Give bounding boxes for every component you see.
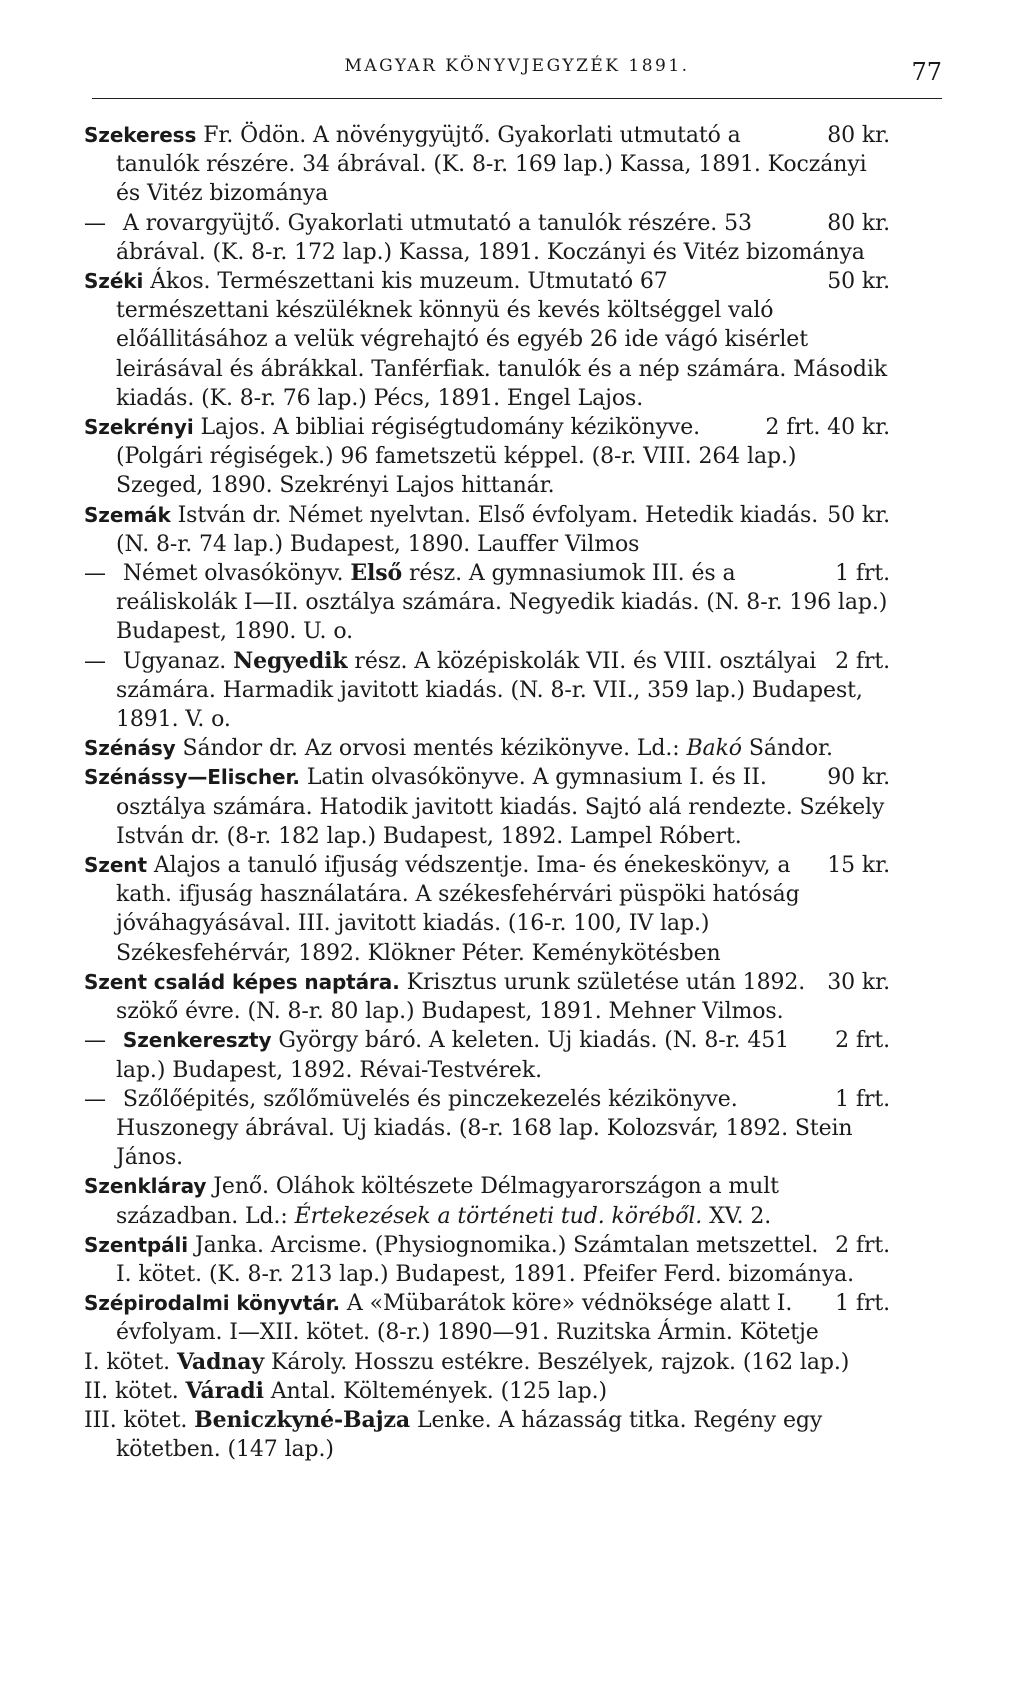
entry-text: Lajos. A bibliai régiségtudomány kézikönyve. (Polgári régiségek.) 96 fametszetü képpel. (8-r. VIII. 264 lap.) Szeged, 1890. Szekrényi Lajos hittanár. bbox=[116, 415, 797, 499]
entry-prefix: II. kötet. bbox=[84, 1378, 179, 1404]
entry-text: Lenke. A házasság titka. Regény egy kötetben. (147 lap.) bbox=[116, 1407, 823, 1463]
entry-text: György báró. A keleten. Uj kiadás. (N. 8-r. 451 lap.) Budapest, 1892. Révai-Testvérek. bbox=[116, 1028, 790, 1083]
entry-prefix: Német olvasókönyv. bbox=[122, 561, 344, 587]
entry-price: 50 kr. bbox=[827, 269, 890, 295]
entry-author: Szent család képes naptára. bbox=[84, 969, 400, 994]
entry-text: Antal. Költemények. (125 lap.) bbox=[270, 1378, 607, 1404]
entry-text: Jenő. Oláhok költészete Délmagyarországon a mult században. Ld.: bbox=[116, 1174, 779, 1229]
page-number: 77 bbox=[911, 58, 942, 86]
entry-text: Huszonegy ábrával. Uj kiadás. (8-r. 168 lap. Kolozsvár, 1892. Stein János. bbox=[116, 1115, 853, 1171]
entry-prefix: Ugyanaz. bbox=[122, 648, 227, 674]
entry-text: Latin olvasókönyve. A gymnasium I. és II. osztálya számára. Hatodik javitott kiadás. Sajtó alá rendezte. Székely István dr. (8-r. 182 lap.) Budapest, 1892. Lampel Róbert. bbox=[116, 765, 885, 849]
entry-author: Szentpáli bbox=[84, 1232, 189, 1257]
entry-text: A rovargyüjtő. Gyakorlati utmutató a tanulók részére. 53 ábrával. (K. 8-r. 172 lap.) Kassa, 1891. Koczányi és Vitéz bizománya bbox=[116, 210, 865, 265]
bibliography-entry bbox=[84, 851, 890, 968]
entry-price: 1 frt. bbox=[835, 561, 890, 587]
entry-text: Sándor dr. Az orvosi mentés kézikönyve. Ld.: bbox=[182, 736, 680, 762]
bibliography-entry bbox=[84, 121, 890, 209]
entry-text: Fr. Ödön. A növénygyüjtő. Gyakorlati utmutató a tanulók részére. 34 ábrával. (K. 8-r. 169 lap.) Kassa, 1891. Koczányi és Vitéz bizománya bbox=[116, 123, 867, 207]
entry-price: 2 frt. bbox=[835, 648, 890, 674]
entry-author: Szépirodalmi könyvtár. bbox=[84, 1291, 340, 1316]
entry-text: rész. A gymnasiumok III. és a reáliskolák I—II. osztálya számára. Negyedik kiadás. (N. 8-r. 196 lap.) Budapest, 1890. U. o. bbox=[116, 561, 888, 645]
entry-prefix: III. kötet. bbox=[84, 1407, 188, 1433]
entry-price: 2 frt. bbox=[835, 1232, 890, 1258]
bibliography-entry bbox=[84, 1172, 890, 1230]
repeat-dash: — bbox=[84, 561, 106, 587]
entry-bold-name: Vadnay bbox=[176, 1348, 265, 1375]
bibliography-entry bbox=[84, 501, 890, 559]
entry-author: Szenkereszty bbox=[122, 1028, 272, 1053]
bibliography-entry bbox=[84, 1406, 890, 1464]
entry-reference: Bakó bbox=[686, 736, 742, 762]
repeat-dash: — bbox=[84, 1086, 106, 1112]
bibliography-entry bbox=[84, 559, 890, 647]
entry-tail: XV. 2. bbox=[709, 1203, 772, 1229]
repeat-dash: — bbox=[84, 648, 106, 674]
entry-text: Alajos a tanuló ifjuság védszentje. Ima- és énekeskönyv, a kath. ifjuság használatára. A székesfehérvári püspöki hatóság jóváhagyásával. III. javitott kiadás. (16-r. 100, IV lap.) Székesfehérvár, 1892. Klökner Péter. Keménykötésben bbox=[116, 853, 800, 966]
bibliography-entry bbox=[84, 968, 890, 1026]
entry-author: Szénássy—Elischer. bbox=[84, 765, 300, 790]
bibliography-entry bbox=[84, 1026, 890, 1084]
entry-price: 1 frt. bbox=[835, 1086, 890, 1112]
entry-bold-name: Beniczkyné-Bajza bbox=[194, 1406, 411, 1433]
entry-author: Szekeress bbox=[84, 123, 197, 147]
entry-price: 30 kr. bbox=[827, 969, 890, 995]
entry-author: Széki bbox=[84, 269, 144, 294]
entry-price: 2 frt. 40 kr. bbox=[765, 415, 890, 441]
entry-text: Károly. Hosszu estékre. Beszélyek, rajzok. (162 lap.) bbox=[271, 1349, 850, 1375]
bibliography-entry bbox=[84, 1289, 890, 1347]
entry-price: 80 kr. bbox=[827, 123, 890, 148]
entry-price: 80 kr. bbox=[827, 210, 890, 236]
bibliography-entry bbox=[84, 1085, 890, 1173]
entry-text: rész. A középiskolák VII. és VIII. osztályai számára. Harmadik javitott kiadás. (N. 8-r. VII., 359 lap.) Budapest, 1891. V. o. bbox=[116, 648, 863, 733]
entry-author: Szenkláray bbox=[84, 1174, 207, 1199]
repeat-dash: — bbox=[84, 210, 106, 236]
entry-price: 90 kr. bbox=[827, 765, 890, 791]
entry-reference: Értekezések a történeti tud. köréből. bbox=[294, 1203, 703, 1229]
entry-prefix: Szőlőépités, szőlőmüvelés és pinczekezelés kézikönyve. bbox=[122, 1086, 738, 1112]
bibliography-entry bbox=[84, 1348, 890, 1377]
entry-text: Krisztus urunk születése után 1892. szökő évre. (N. 8-r. 80 lap.) Budapest, 1891. Mehner Vilmos. bbox=[116, 969, 806, 1025]
bibliography-entry bbox=[84, 1377, 890, 1406]
entry-author: Szemák bbox=[84, 502, 171, 527]
bibliography-entry bbox=[84, 267, 890, 413]
running-title: MAGYAR KÖNYVJEGYZÉK 1891. bbox=[344, 56, 690, 76]
page-header bbox=[92, 38, 942, 99]
bibliography-entry bbox=[84, 413, 890, 501]
entry-text: Ákos. Természettani kis muzeum. Utmutató 67 természettani készüléknek könnyü és kevés költséggel való előállitásához a velük végrehajtó és egyéb 26 ide vágó kisérlet leirásával és ábrákkal. Tanférfiak. tanulók és a nép számára. Második kiadás. (K. 8-r. 76 lap.) Pécs, 1891. Engel Lajos. bbox=[116, 269, 888, 411]
entry-bold-name: Negyedik bbox=[233, 647, 348, 674]
bibliography-entry bbox=[84, 734, 890, 763]
repeat-dash: — bbox=[84, 1028, 106, 1054]
entry-bold-name: Első bbox=[350, 560, 403, 587]
bibliography-entry bbox=[84, 209, 890, 267]
bibliography-entry bbox=[84, 763, 890, 851]
entry-text: A «Mübarátok köre» védnöksége alatt I. évfolyam. I—XII. kötet. (8-r.) 1890—91. Ruzitska Ármin. Kötetje bbox=[116, 1291, 819, 1346]
bibliography-entry bbox=[84, 1231, 890, 1289]
bibliography-list bbox=[84, 121, 890, 1464]
entry-author: Szent bbox=[84, 853, 147, 878]
entry-text: Janka. Arcisme. (Physiognomika.) Számtalan metszettel. I. kötet. (K. 8-r. 213 lap.) Budapest, 1891. Pfeifer Ferd. bizománya. bbox=[116, 1232, 855, 1287]
entry-price: 50 kr. bbox=[827, 502, 890, 528]
entry-price: 1 frt. bbox=[835, 1291, 890, 1317]
entry-author: Szekrényi bbox=[84, 415, 194, 440]
entry-author: Szénásy bbox=[84, 736, 176, 761]
entry-tail: Sándor. bbox=[748, 736, 833, 762]
entry-price: 2 frt. bbox=[835, 1028, 890, 1054]
entry-price: 15 kr. bbox=[827, 853, 890, 879]
entry-prefix: I. kötet. bbox=[84, 1349, 171, 1375]
bibliography-entry bbox=[84, 647, 890, 735]
entry-bold-name: Váradi bbox=[185, 1377, 264, 1404]
entry-text: István dr. Német nyelvtan. Első évfolyam. Hetedik kiadás. (N. 8-r. 74 lap.) Budapest, 1890. Lauffer Vilmos bbox=[116, 502, 819, 557]
